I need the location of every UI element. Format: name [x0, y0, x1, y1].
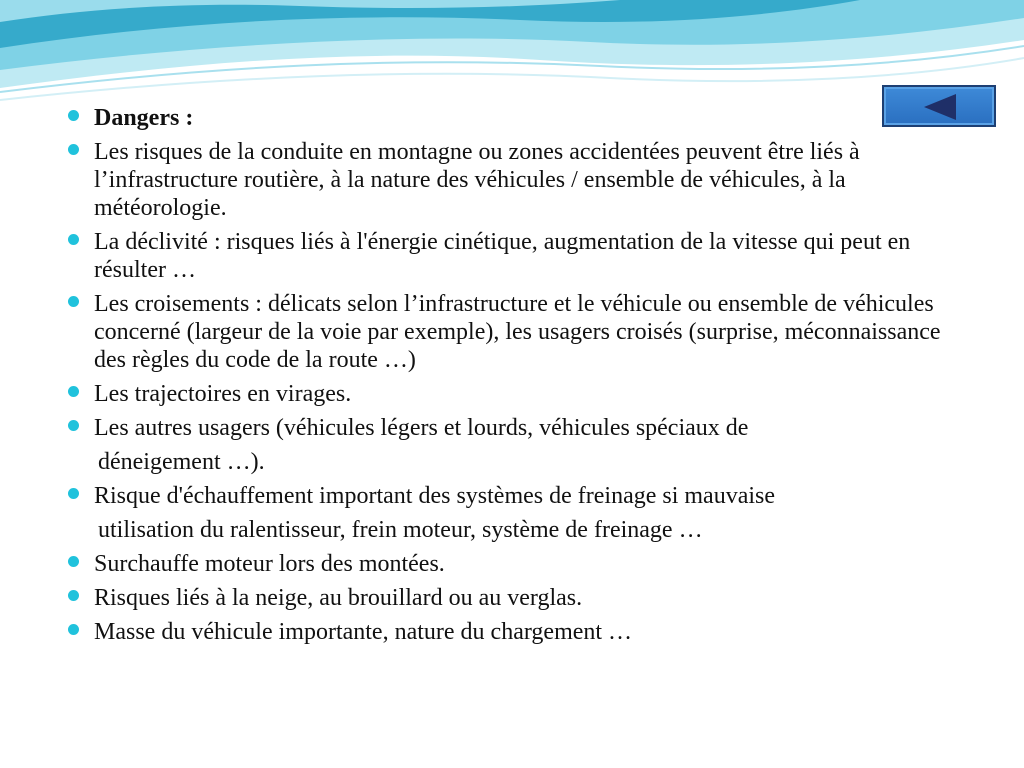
list-item-text: Masse du véhicule importante, nature du chargement …	[94, 619, 633, 645]
list-item-text: Les trajectoires en virages.	[94, 381, 352, 407]
list-item	[66, 618, 966, 646]
round-bullet-icon	[68, 296, 79, 307]
list-item	[66, 584, 966, 612]
round-bullet-icon	[68, 144, 79, 155]
header-wave-decoration	[0, 0, 1024, 120]
list-item-text: La déclivité : risques liés à l'énergie cinétique, augmentation de la vitesse qui peut en résulter …	[94, 229, 911, 283]
list-item	[66, 550, 966, 578]
list-item-text: Les croisements : délicats selon l’infrastructure et le véhicule ou ensemble de véhicules concerné (largeur de la voie par exemple), les usagers croisés (surprise, méconnaissance des règles du code de la route …)	[94, 291, 941, 373]
list-item-text: Dangers :	[94, 105, 194, 131]
round-bullet-icon	[68, 624, 79, 635]
list-item-text: Risque d'échauffement important des systèmes de freinage si mauvaise	[94, 483, 776, 509]
list-item-continuation: déneigement …).	[98, 449, 265, 475]
round-bullet-icon	[68, 590, 79, 601]
list-item	[66, 228, 966, 284]
round-bullet-icon	[68, 386, 79, 397]
list-item	[66, 290, 966, 374]
list-item-text: Les autres usagers (véhicules légers et lourds, véhicules spéciaux de	[94, 415, 749, 441]
round-bullet-icon	[68, 110, 79, 121]
list-item	[66, 104, 966, 132]
list-item-text: Les risques de la conduite en montagne ou zones accidentées peuvent être liés à l’infrastructure routière, à la nature des véhicules / ensemble de véhicules, à la météorologie.	[94, 139, 860, 221]
round-bullet-icon	[68, 234, 79, 245]
list-item-continuation: utilisation du ralentisseur, frein moteur, système de freinage …	[98, 517, 703, 543]
round-bullet-icon	[68, 420, 79, 431]
list-item	[66, 138, 966, 222]
bullet-list	[66, 104, 966, 652]
list-item-text: Surchauffe moteur lors des montées.	[94, 551, 445, 577]
list-item	[66, 380, 966, 408]
list-item	[66, 482, 966, 544]
list-item-text: Risques liés à la neige, au brouillard ou au verglas.	[94, 585, 583, 611]
list-item	[66, 414, 966, 476]
round-bullet-icon	[68, 556, 79, 567]
round-bullet-icon	[68, 488, 79, 499]
